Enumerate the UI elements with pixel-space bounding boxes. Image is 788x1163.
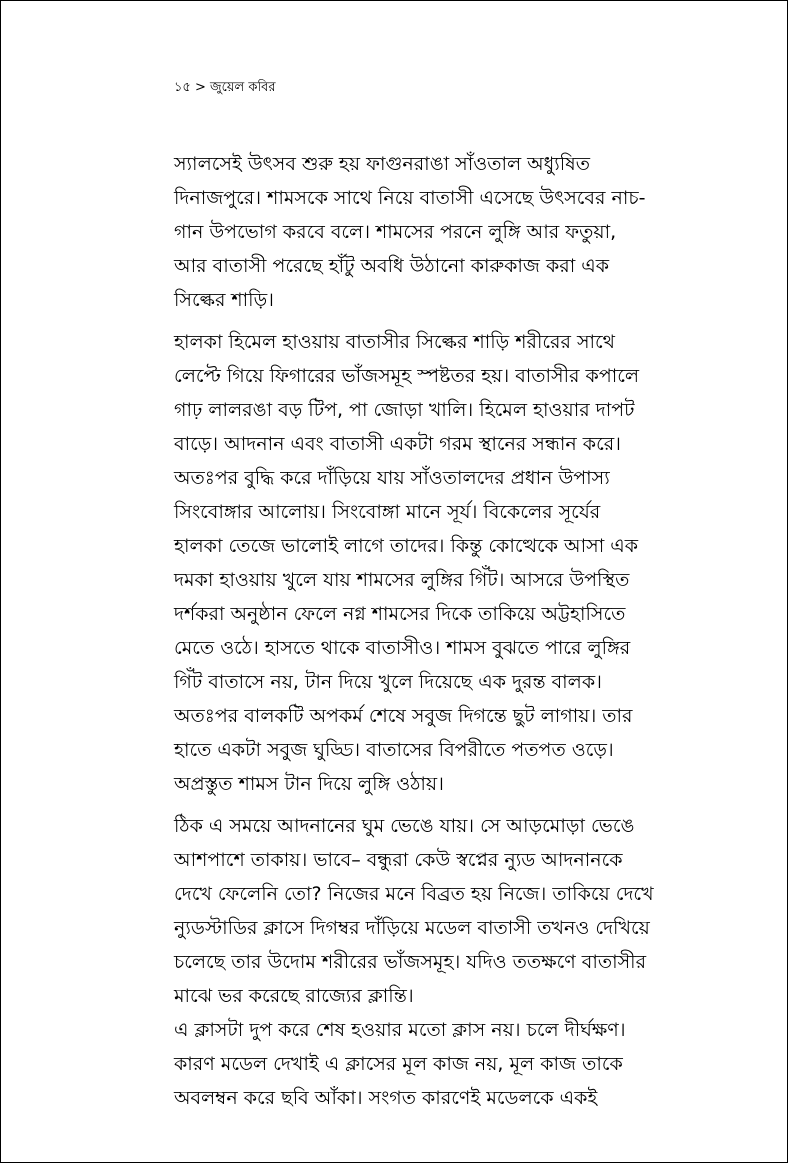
text-line: সিংবোঙ্গার আলোয়। সিংবোঙ্গা মানে সূর্য। বিকেলের সূর্যের xyxy=(174,501,601,523)
text-line: দেখে ফেলেনি তো? নিজের মনে বিব্রত হয় নিজে। তাকিয়ে দেখে xyxy=(174,883,654,905)
body-text xyxy=(174,147,674,1115)
text-line: দমকা হাওয়ায় খুলে যায় শামসের লুঙ্গির গিঁট। আসরে উপস্থিত xyxy=(174,569,630,591)
text-line: কারণ মডেল দেখাই এ ক্লাসের মূল কাজ নয়, মূল কাজ তাকে xyxy=(174,1053,623,1075)
text-line: মেতে ওঠে। হাসতে থাকে বাতাসীও। শামস বুঝতে পারে লুঙ্গির xyxy=(174,637,631,659)
paragraph xyxy=(174,325,674,801)
text-line: হাতে একটা সবুজ ঘুড্ডি। বাতাসের বিপরীতে পতপত ওড়ে। xyxy=(174,739,614,761)
text-line: দিনাজপুরে। শামসকে সাথে নিয়ে বাতাসী এসেছে উৎসবের নাচ- xyxy=(174,187,646,209)
text-line: আশপাশে তাকায়। ভাবে– বন্ধুরা কেউ স্বপ্নের ন্যুড আদনানকে xyxy=(174,849,623,871)
text-line: এ ক্লাসটা দুপ করে শেষ হওয়ার মতো ক্লাস নয়। চলে দীর্ঘক্ষণ। xyxy=(174,1019,626,1041)
running-head: ১৫ > জুয়েল কবির xyxy=(174,80,276,95)
text-line: ঠিক এ সময়ে আদনানের ঘুম ভেঙে যায়। সে আড়মোড়া ভেঙে xyxy=(174,815,635,837)
text-line: অপ্রস্তুত শামস টান দিয়ে লুঙ্গি ওঠায়। xyxy=(174,773,444,795)
text-line: অবলম্বন করে ছবি আঁকা। সংগত কারণেই মডেলকে একই xyxy=(174,1087,598,1109)
text-line: স্যালসেই উৎসব শুরু হয় ফাগুনরাঙা সাঁওতাল অধ্যুষিত xyxy=(174,153,590,175)
text-line: চলেছে তার উদোম শরীরের ভাঁজসমূহ। যদিও ততক্ষণে বাতাসীর xyxy=(174,951,647,973)
text-line: হালকা তেজে ভালোই লাগে তাদের। কিন্তু কোত্থেকে আসা এক xyxy=(174,535,639,557)
paragraph xyxy=(174,147,674,317)
text-line: দর্শকরা অনুষ্ঠান ফেলে নগ্ন শামসের দিকে তাকিয়ে অট্টহাসিতে xyxy=(174,603,626,625)
text-line: গান উপভোগ করবে বলে। শামসের পরনে লুঙ্গি আর ফতুয়া, xyxy=(174,221,617,243)
text-line: হালকা হিমেল হাওয়ায় বাতাসীর সিল্কের শাড়ি শরীরের সাথে xyxy=(174,331,615,353)
text-line: আর বাতাসী পরেছে হাঁটু অবধি উঠানো কারুকাজ করা এক xyxy=(174,255,609,277)
text-line: অতঃপর বুদ্ধি করে দাঁড়িয়ে যায় সাঁওতালদের প্রধান উপাস্য xyxy=(174,467,610,489)
paragraph xyxy=(174,809,674,1013)
paragraph xyxy=(174,1013,674,1115)
text-line: মাঝে ভর করেছে রাজ্যের ক্লান্তি। xyxy=(174,985,414,1007)
text-line: সিল্কের শাড়ি। xyxy=(174,289,274,311)
text-line: অতঃপর বালকটি অপকর্ম শেষে সবুজ দিগন্তে ছুট লাগায়। তার xyxy=(174,705,633,727)
text-line: গিঁট বাতাসে নয়, টান দিয়ে খুলে দিয়েছে এক দুরন্ত বালক। xyxy=(174,671,602,693)
text-line: লেপ্টে গিয়ে ফিগারের ভাঁজসমূহ স্পষ্টতর হয়। বাতাসীর কপালে xyxy=(174,365,640,387)
text-line: বাড়ে। আদনান এবং বাতাসী একটা গরম স্থানের সন্ধান করে। xyxy=(174,433,621,455)
text-line: গাঢ় লালরঙা বড় টিপ, পা জোড়া খালি। হিমেল হাওয়ার দাপট xyxy=(174,399,635,421)
text-line: ন্যুডস্টাডির ক্লাসে দিগম্বর দাঁড়িয়ে মডেল বাতাসী তখনও দেখিয়ে xyxy=(174,917,650,939)
